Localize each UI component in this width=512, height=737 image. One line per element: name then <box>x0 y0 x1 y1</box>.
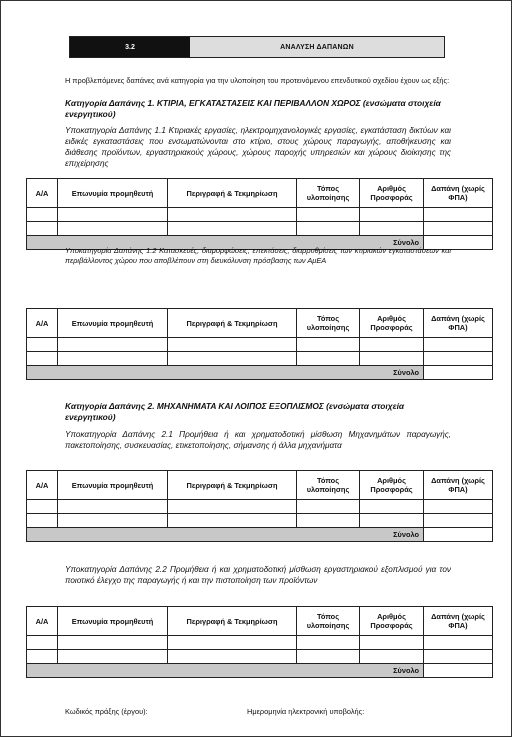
table-row <box>27 208 493 222</box>
col-location: Τόπος υλοποίησης <box>297 309 360 338</box>
total-row <box>27 664 493 678</box>
subcategory-2-1: Υποκατηγορία Δαπάνης 2.1 Προμήθεια ή και χρηματοδοτική μίσθωση Μηχανημάτων παραγωγής, πακετοποίησης, συσκευασίας, ετικετοποίησης, σήμανσης ή άλλα μηχανήματα <box>65 430 451 450</box>
table-row <box>27 650 493 664</box>
col-description: Περιγραφή & Τεκμηρίωση <box>168 607 297 636</box>
col-offer-number: Αριθμός Προσφοράς <box>360 309 424 338</box>
table-row <box>27 500 493 514</box>
total-label: Σύνολο <box>27 664 424 678</box>
col-expense: Δαπάνη (χωρίς ΦΠΑ) <box>424 309 493 338</box>
col-expense: Δαπάνη (χωρίς ΦΠΑ) <box>424 607 493 636</box>
total-value <box>424 366 493 380</box>
col-supplier: Επωνυμία προμηθευτή <box>58 309 168 338</box>
subcategory-1-1: Υποκατηγορία Δαπάνης 1.1 Κτιριακές εργασίες, ηλεκτρομηχανολογικές εργασίες, εγκατάσταση δικτύων και ειδικές εγκαταστάσεις που ενσωματώνονται στο κτίριο, στους χώρους παραγωγής, αποθήκευσης και διάθεσης προϊόντων, εργαστηριακούς χώρους, χώρους παροχής υπηρεσιών και χώρους διοίκησης της επιχείρησης <box>65 126 451 168</box>
intro-text: Η προβλεπόμενες δαπάνες ανά κατηγορία για την υλοποίηση του προτεινόμενου επενδυτικού σχεδίου έχουν ως εξής: <box>65 76 450 85</box>
col-location: Τόπος υλοποίησης <box>297 607 360 636</box>
col-aa: Α/Α <box>27 309 58 338</box>
category-1-title: Κατηγορία Δαπάνης 1. ΚΤΙΡΙΑ, ΕΓΚΑΤΑΣΤΑΣΕΙΣ ΚΑΙ ΠΕΡΙΒΑΛΛΟΝ ΧΩΡΟΣ (ενσώματα στοιχεία ενεργητικού) <box>65 98 441 119</box>
col-expense: Δαπάνη (χωρίς ΦΠΑ) <box>424 179 493 208</box>
submission-date-label: Ημερομηνία ηλεκτρονική υποβολής: <box>247 707 365 716</box>
col-expense: Δαπάνη (χωρίς ΦΠΑ) <box>424 471 493 500</box>
category-2-title: Κατηγορία Δαπάνης 2. ΜΗΧΑΝΗΜΑΤΑ ΚΑΙ ΛΟΙΠΟΣ ΕΞΟΠΛΙΣΜΟΣ (ενσώματα στοιχεία ενεργητικού) <box>65 401 405 422</box>
section-number: 3.2 <box>70 37 190 57</box>
table-row <box>27 636 493 650</box>
col-aa: Α/Α <box>27 471 58 500</box>
table-row <box>27 338 493 352</box>
col-offer-number: Αριθμός Προσφοράς <box>360 607 424 636</box>
project-code-label: Κωδικός πράξης (έργου): <box>65 707 148 716</box>
col-aa: Α/Α <box>27 607 58 636</box>
expense-table-2-2 <box>26 606 493 678</box>
expense-table-2-1 <box>26 470 493 542</box>
col-description: Περιγραφή & Τεκμηρίωση <box>168 179 297 208</box>
total-value <box>424 664 493 678</box>
col-supplier: Επωνυμία προμηθευτή <box>58 607 168 636</box>
table-row <box>27 352 493 366</box>
total-label: Σύνολο <box>27 528 424 542</box>
col-location: Τόπος υλοποίησης <box>297 471 360 500</box>
expense-table-1-1 <box>26 178 493 250</box>
expense-table-1-2 <box>26 308 493 380</box>
total-value <box>424 528 493 542</box>
table-row <box>27 514 493 528</box>
col-aa: Α/Α <box>27 179 58 208</box>
section-title: ΑΝΑΛΥΣΗ ΔΑΠΑΝΩΝ <box>190 37 444 57</box>
total-row <box>27 528 493 542</box>
col-supplier: Επωνυμία προμηθευτή <box>58 471 168 500</box>
col-description: Περιγραφή & Τεκμηρίωση <box>168 309 297 338</box>
col-offer-number: Αριθμός Προσφοράς <box>360 471 424 500</box>
col-location: Τόπος υλοποίησης <box>297 179 360 208</box>
col-supplier: Επωνυμία προμηθευτή <box>58 179 168 208</box>
total-label: Σύνολο <box>27 236 424 250</box>
table-row <box>27 222 493 236</box>
subcategory-1-2: Υποκατηγορία Δαπάνης 1.2 Κατασκευές, διαμορφώσεις, επεκτάσεις, διαρρυθμίσεις των κτιριακών εγκαταστάσεων και περιβάλλοντος χώρου που αποβλέπουν στη διευκόλυνση πρόσβασης των ΑμΕΑ <box>65 246 451 265</box>
total-label: Σύνολο <box>27 366 424 380</box>
subcategory-2-2: Υποκατηγορία Δαπάνης 2.2 Προμήθεια ή και χρηματοδοτική μίσθωση εργαστηριακού εξοπλισμού για τον ποιοτικό έλεγχο της παραγωγής ή και την πιστοποίηση των προϊόντων <box>65 565 451 585</box>
section-header <box>69 36 445 58</box>
col-offer-number: Αριθμός Προσφοράς <box>360 179 424 208</box>
col-description: Περιγραφή & Τεκμηρίωση <box>168 471 297 500</box>
total-row <box>27 366 493 380</box>
